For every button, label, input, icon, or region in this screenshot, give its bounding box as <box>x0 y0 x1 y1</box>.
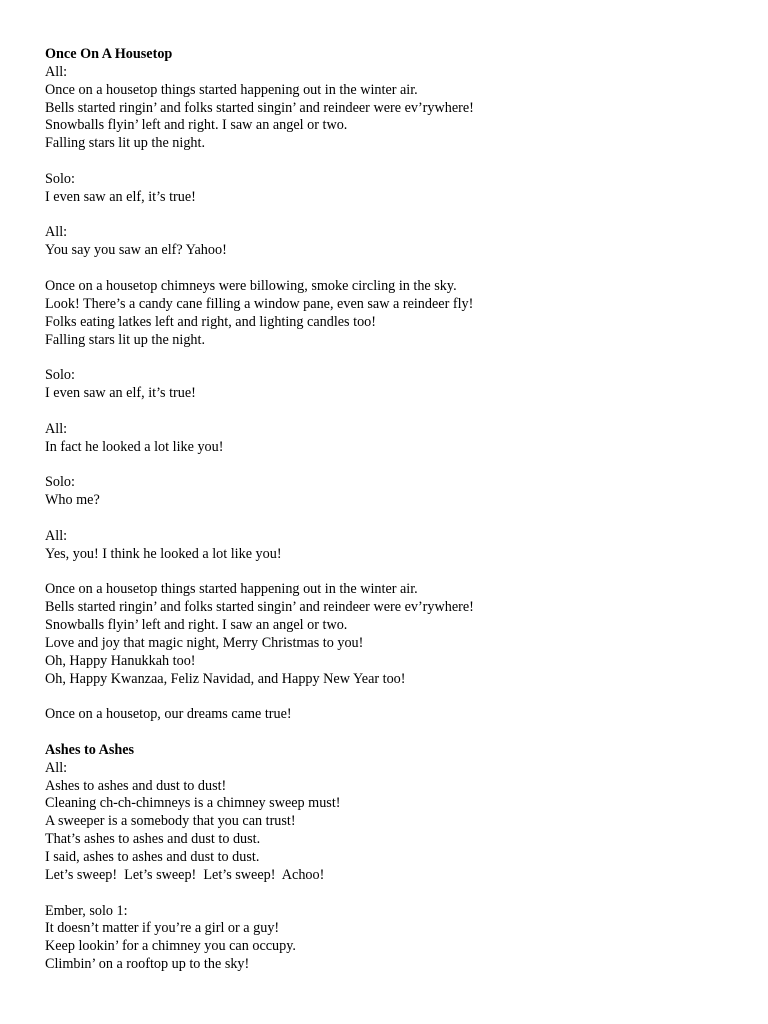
blank-line <box>45 456 745 474</box>
lyric-line: All: <box>45 224 68 241</box>
lyric-line: Ember, solo 1: <box>45 902 128 919</box>
lyric-line: Climbin’ on a rooftop up to the sky! <box>45 956 250 973</box>
lyric-line: Oh, Happy Hanukkah too! <box>45 652 196 669</box>
lyric-line: Falling stars lit up the night. <box>45 135 205 152</box>
lyric-line: Once on a housetop, our dreams came true! <box>45 706 292 723</box>
blank-line <box>45 153 745 171</box>
lyric-line: Ashes to ashes and dust to dust! <box>45 777 227 794</box>
lyric-line: I even saw an elf, it’s true! <box>45 188 196 205</box>
blank-line <box>45 724 745 742</box>
lyric-line: Oh, Happy Kwanzaa, Feliz Navidad, and Happy New Year too! <box>45 670 406 687</box>
lyric-line: Look! There’s a candy cane filling a window pane, even saw a reindeer fly! <box>45 295 474 312</box>
lyric-line: You say you saw an elf? Yahoo! <box>45 242 227 259</box>
lyric-line: All: <box>45 759 68 776</box>
blank-line <box>45 510 745 528</box>
lyric-lines <box>45 64 745 742</box>
blank-line <box>45 688 745 706</box>
lyric-line: Once on a housetop things started happening out in the winter air. <box>45 81 418 98</box>
blank-line <box>45 207 745 225</box>
blank-line <box>45 403 745 421</box>
lyric-line: I even saw an elf, it’s true! <box>45 385 196 402</box>
lyric-line: Solo: <box>45 170 75 187</box>
lyric-line: Solo: <box>45 474 75 491</box>
lyric-line: Let’s sweep! Let’s sweep! Let’s sweep! Achoo! <box>45 866 325 883</box>
blank-line <box>45 885 745 903</box>
lyric-line: Bells started ringin’ and folks started singin’ and reindeer were ev’rywhere! <box>45 599 474 616</box>
lyric-line: Snowballs flyin’ left and right. I saw an angel or two. <box>45 617 348 633</box>
lyric-line: That’s ashes to ashes and dust to dust. <box>45 831 261 848</box>
lyric-line: Falling stars lit up the night. <box>45 331 205 348</box>
song-title: Once On A Housetop <box>45 46 173 62</box>
lyric-line: Cleaning ch-ch-chimneys is a chimney sweep must! <box>45 795 341 812</box>
lyrics-document <box>45 46 745 974</box>
lyric-line: Once on a housetop things started happening out in the winter air. <box>45 581 418 598</box>
lyric-line: A sweeper is a somebody that you can trust! <box>45 813 296 830</box>
lyric-line: I said, ashes to ashes and dust to dust. <box>45 848 260 865</box>
song-once-on-a-housetop <box>45 46 745 742</box>
lyric-line: It doesn’t matter if you’re a girl or a guy! <box>45 920 280 937</box>
lyric-line: All: <box>45 527 68 544</box>
lyric-line: Love and joy that magic night, Merry Christmas to you! <box>45 634 364 651</box>
blank-line <box>45 563 745 581</box>
blank-line <box>45 349 745 367</box>
blank-line <box>45 260 745 278</box>
lyric-line: Keep lookin’ for a chimney you can occupy. <box>45 938 296 955</box>
lyric-line: Yes, you! I think he looked a lot like you! <box>45 545 282 562</box>
lyric-line: Bells started ringin’ and folks started singin’ and reindeer were ev’rywhere! <box>45 99 474 116</box>
lyric-line: Once on a housetop chimneys were billowing, smoke circling in the sky. <box>45 277 457 294</box>
lyric-line: Snowballs flyin’ left and right. I saw an angel or two. <box>45 117 348 134</box>
song-title: Ashes to Ashes <box>45 741 135 758</box>
lyric-line: In fact he looked a lot like you! <box>45 438 224 455</box>
lyric-lines <box>45 760 745 974</box>
lyric-line: Who me? <box>45 492 100 509</box>
lyric-line: All: <box>45 63 68 80</box>
lyric-line: Solo: <box>45 367 75 384</box>
song-ashes-to-ashes <box>45 742 745 974</box>
lyric-line: Folks eating latkes left and right, and lighting candles too! <box>45 313 376 330</box>
lyric-line: All: <box>45 420 68 437</box>
